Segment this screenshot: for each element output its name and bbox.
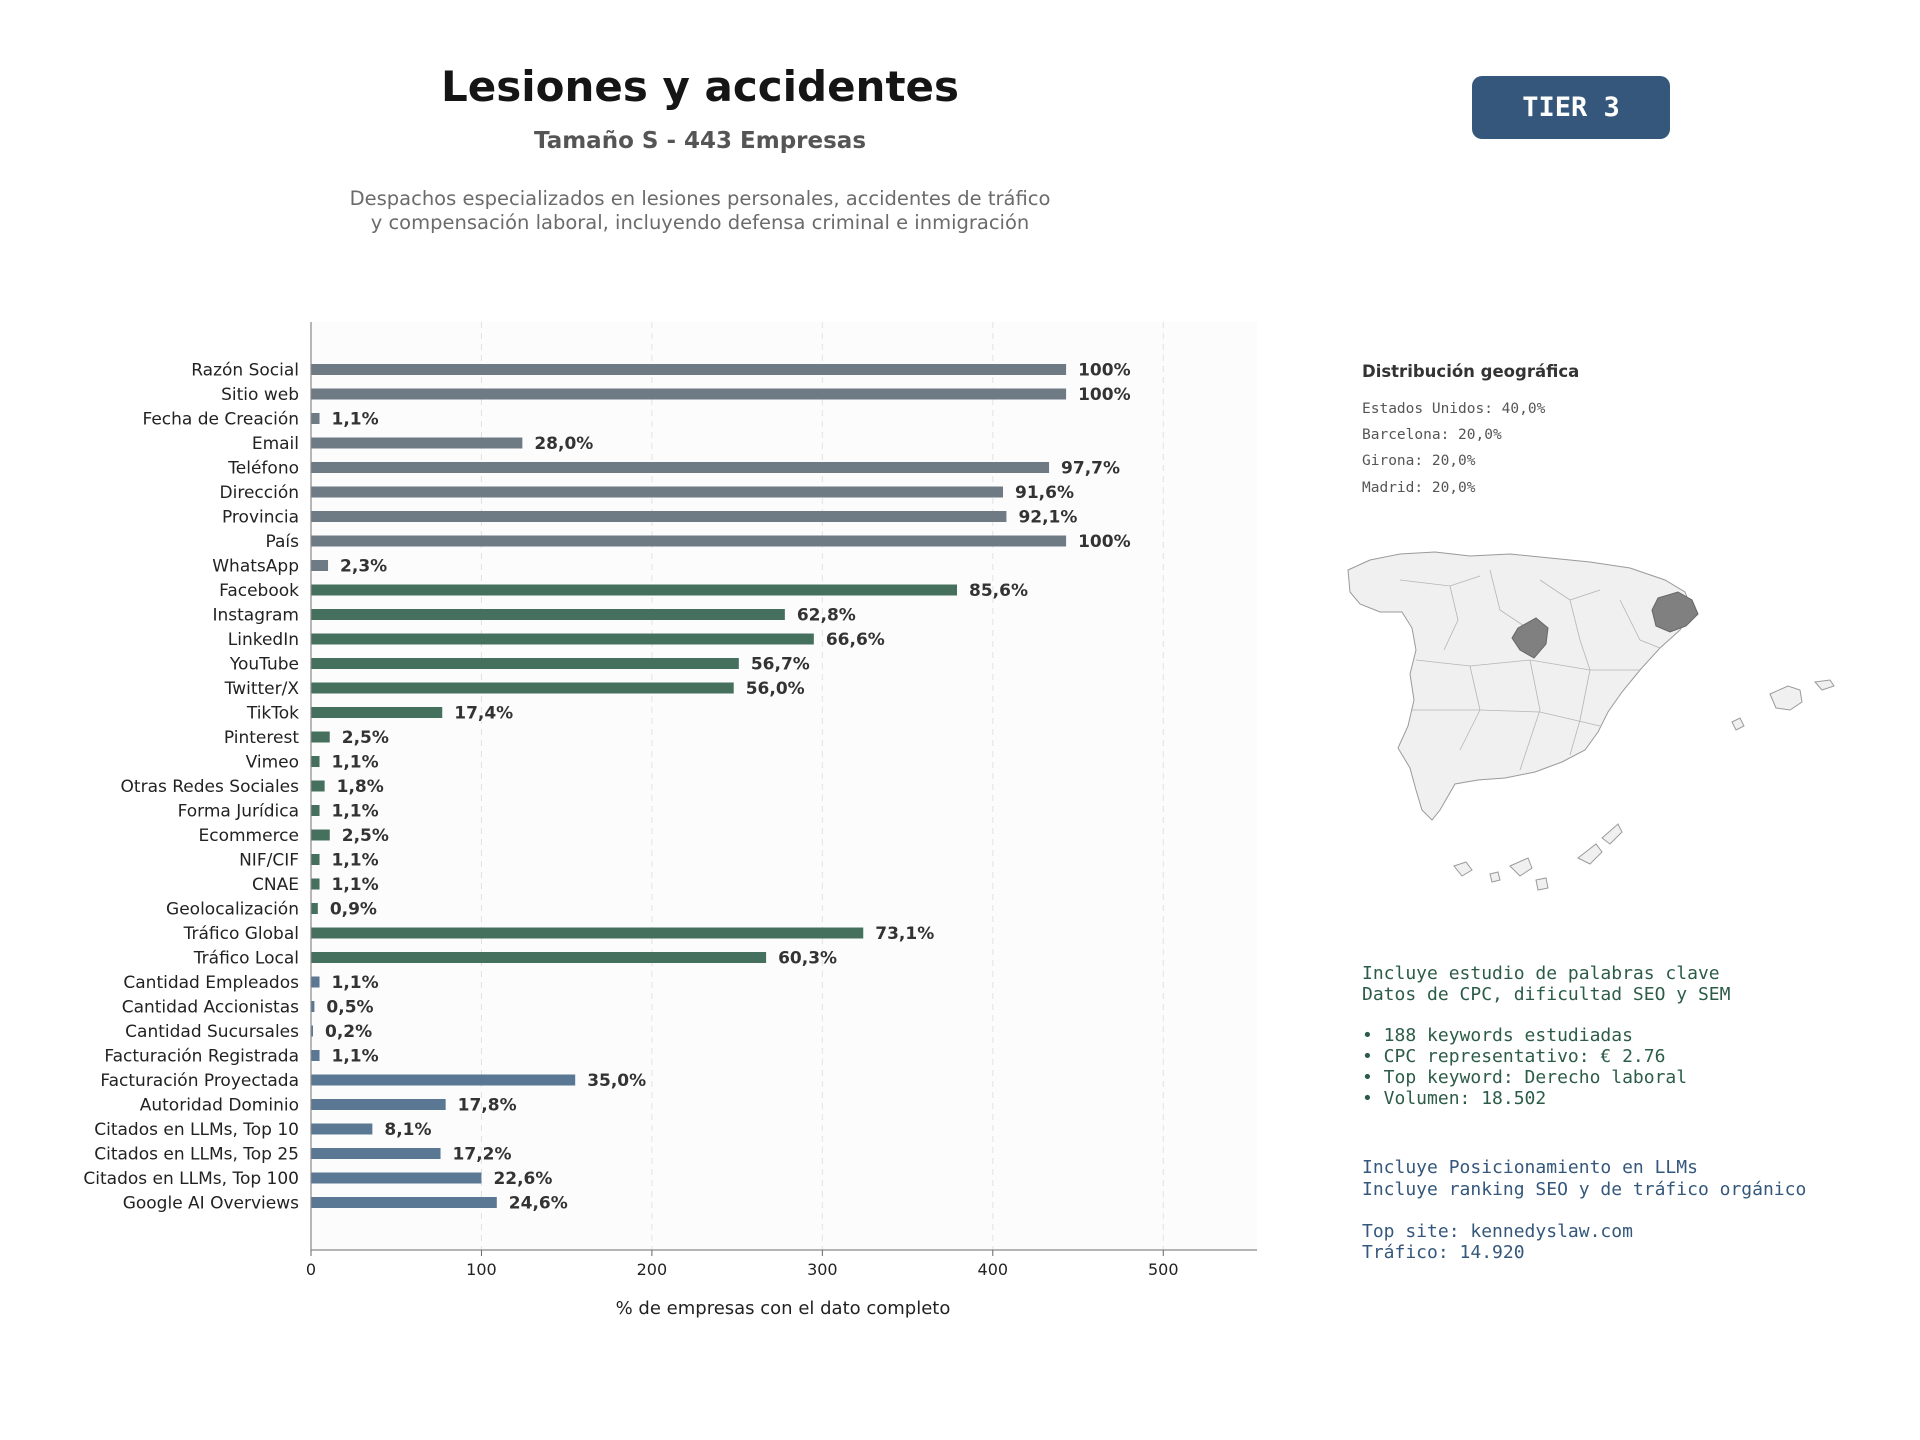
bar-value-label: 97,7% <box>1061 458 1121 479</box>
bar <box>311 756 320 767</box>
bar <box>311 364 1066 375</box>
bar <box>311 977 320 988</box>
category-label: Dirección <box>219 483 299 503</box>
category-label: Citados en LLMs, Top 25 <box>94 1144 299 1165</box>
traffic-value: Tráfico: 14.920 <box>1362 1242 1525 1263</box>
bar-value-label: 62,8% <box>796 605 856 626</box>
bar <box>311 536 1066 547</box>
bar-value-label: 28,0% <box>534 434 594 454</box>
category-label: Geolocalización <box>166 899 299 920</box>
category-label: CNAE <box>252 875 299 895</box>
map-canary-2 <box>1490 872 1500 882</box>
bar-value-label: 35,0% <box>587 1071 647 1091</box>
bar-value-label: 2,3% <box>340 556 388 577</box>
spain-map <box>1340 540 1860 910</box>
map-balearic-ibiza <box>1732 718 1744 730</box>
bar <box>311 879 320 890</box>
bar-value-label: 100% <box>1078 360 1131 381</box>
category-label: Provincia <box>221 507 299 528</box>
bar <box>311 732 330 743</box>
bar-value-label: 1,1% <box>331 752 379 773</box>
bar <box>311 952 766 963</box>
bar <box>311 487 1003 498</box>
keywords-line-2: Datos de CPC, dificultad SEO y SEM <box>1362 984 1731 1005</box>
bar <box>311 1173 481 1184</box>
bar-value-label: 60,3% <box>778 948 838 969</box>
bar <box>311 511 1006 522</box>
bar <box>311 854 320 865</box>
bar-value-label: 0,9% <box>329 899 377 920</box>
bar <box>311 1099 446 1110</box>
bar <box>311 413 320 424</box>
bar-value-label: 0,2% <box>325 1022 373 1042</box>
bar-value-label: 1,1% <box>331 409 379 430</box>
bar <box>311 462 1049 473</box>
bar <box>311 683 734 694</box>
geo-item: Barcelona: 20,0% <box>1362 427 1502 443</box>
category-label: Facebook <box>219 581 299 601</box>
bar <box>311 658 739 669</box>
x-tick-label: 200 <box>636 1260 668 1279</box>
category-label: Razón Social <box>191 360 299 381</box>
x-tick-label: 0 <box>305 1260 317 1279</box>
keywords-bullet: • 188 keywords estudiadas <box>1362 1025 1633 1046</box>
keywords-bullet: • Volumen: 18.502 <box>1362 1088 1547 1109</box>
category-label: LinkedIn <box>227 630 299 650</box>
category-label: Tráfico Global <box>183 924 299 944</box>
bar <box>311 634 814 645</box>
category-label: Pinterest <box>223 728 299 748</box>
map-mainland <box>1348 552 1692 820</box>
bar-value-label: 100% <box>1078 532 1131 552</box>
bar-value-label: 17,4% <box>454 703 514 724</box>
category-label: Tráfico Local <box>193 948 299 969</box>
map-canary-3 <box>1510 858 1532 876</box>
bar-value-label: 1,1% <box>331 973 379 993</box>
x-tick-label: 300 <box>807 1260 838 1279</box>
map-canary-6 <box>1602 824 1622 844</box>
map-balearic-menorca <box>1815 680 1834 690</box>
keywords-bullet: • CPC representativo: € 2.76 <box>1362 1046 1666 1067</box>
bar <box>311 1075 575 1086</box>
category-label: Sitio web <box>221 385 299 405</box>
description-line-2: y compensación laboral, incluyendo defensa criminal e inmigración <box>370 211 1030 234</box>
bar-value-label: 0,5% <box>326 997 374 1018</box>
bar-value-label: 73,1% <box>875 924 935 944</box>
bar-value-label: 56,7% <box>750 654 810 675</box>
geo-item: Estados Unidos: 40,0% <box>1362 401 1546 417</box>
page-subtitle: Tamaño S - 443 Empresas <box>533 128 867 154</box>
category-label: Fecha de Creación <box>142 409 299 430</box>
description-line-1: Despachos especializados en lesiones personales, accidentes de tráfico <box>349 187 1051 210</box>
category-label: Cantidad Sucursales <box>125 1022 299 1042</box>
category-label: Facturación Proyectada <box>100 1071 299 1091</box>
category-label: Citados en LLMs, Top 100 <box>83 1169 299 1189</box>
category-label: Autoridad Dominio <box>139 1095 299 1116</box>
x-axis-label: % de empresas con el dato completo <box>615 1298 951 1319</box>
bar-value-label: 17,2% <box>452 1144 512 1165</box>
bar-value-label: 2,5% <box>341 728 389 748</box>
category-label: Facturación Registrada <box>104 1046 299 1067</box>
tier-badge: TIER 3 <box>1472 76 1670 139</box>
x-tick-label: 100 <box>466 1260 497 1279</box>
keywords-line-1: Incluye estudio de palabras clave <box>1362 963 1720 984</box>
bar <box>311 707 442 718</box>
bar-value-label: 56,0% <box>745 679 805 699</box>
bar <box>311 928 863 939</box>
bar <box>311 1197 497 1208</box>
keywords-bullet: • Top keyword: Derecho laboral <box>1362 1067 1688 1088</box>
map-canary-4 <box>1536 878 1548 890</box>
bar-value-label: 1,8% <box>336 777 384 797</box>
category-label: TikTok <box>246 703 299 724</box>
top-site: Top site: kennedyslaw.com <box>1362 1221 1633 1242</box>
bar-value-label: 66,6% <box>825 630 885 650</box>
category-label: YouTube <box>229 654 299 675</box>
category-label: Cantidad Empleados <box>123 973 299 993</box>
llm-line-2: Incluye ranking SEO y de tráfico orgánico <box>1362 1179 1807 1200</box>
llm-line-1: Incluye Posicionamiento en LLMs <box>1362 1157 1698 1178</box>
map-balearic-mallorca <box>1770 686 1802 710</box>
bar-value-label: 8,1% <box>384 1120 432 1140</box>
map-canary-1 <box>1454 862 1472 876</box>
bar-value-label: 91,6% <box>1015 483 1075 503</box>
bar <box>311 560 328 571</box>
category-label: Citados en LLMs, Top 10 <box>94 1120 299 1140</box>
category-label: Forma Jurídica <box>177 801 299 822</box>
category-label: Email <box>251 434 299 454</box>
geo-item: Girona: 20,0% <box>1362 453 1476 469</box>
bar <box>311 389 1066 400</box>
bar-value-label: 1,1% <box>331 801 379 822</box>
category-label: Otras Redes Sociales <box>120 777 299 797</box>
bar-value-label: 22,6% <box>493 1169 553 1189</box>
category-label: NIF/CIF <box>239 850 299 871</box>
bar <box>311 1124 372 1135</box>
category-label: WhatsApp <box>212 556 299 577</box>
bar-value-label: 17,8% <box>457 1095 517 1116</box>
category-label: Vimeo <box>245 752 299 773</box>
bar-value-label: 1,1% <box>331 850 379 871</box>
category-label: Instagram <box>212 605 299 626</box>
category-label: Teléfono <box>228 458 299 479</box>
category-label: Ecommerce <box>198 826 299 846</box>
bar <box>311 830 330 841</box>
map-canary-5 <box>1578 844 1602 864</box>
bar <box>311 805 320 816</box>
bar <box>311 438 522 449</box>
bar <box>311 1050 320 1061</box>
page-title: Lesiones y accidentes <box>440 62 960 111</box>
bar-value-label: 2,5% <box>341 826 389 846</box>
map-region-catalonia <box>1652 592 1698 632</box>
category-label: Google AI Overviews <box>122 1193 299 1214</box>
bar <box>311 903 318 914</box>
bar <box>311 781 325 792</box>
bar-value-label: 24,6% <box>508 1193 568 1214</box>
bar <box>311 609 785 620</box>
bar-value-label: 1,1% <box>331 875 379 895</box>
x-tick-label: 400 <box>977 1260 1009 1279</box>
bar <box>311 585 957 596</box>
geo-title: Distribución geográfica <box>1362 362 1580 381</box>
category-label: Cantidad Accionistas <box>121 997 299 1018</box>
geo-item: Madrid: 20,0% <box>1362 480 1476 496</box>
category-label: Twitter/X <box>224 679 299 699</box>
bar-value-label: 100% <box>1078 385 1131 405</box>
category-label: País <box>265 532 299 552</box>
bar-value-label: 1,1% <box>331 1046 379 1067</box>
bar <box>311 1148 441 1159</box>
bar-value-label: 92,1% <box>1018 507 1078 528</box>
bar-value-label: 85,6% <box>969 581 1028 601</box>
x-tick-label: 500 <box>1147 1260 1179 1279</box>
